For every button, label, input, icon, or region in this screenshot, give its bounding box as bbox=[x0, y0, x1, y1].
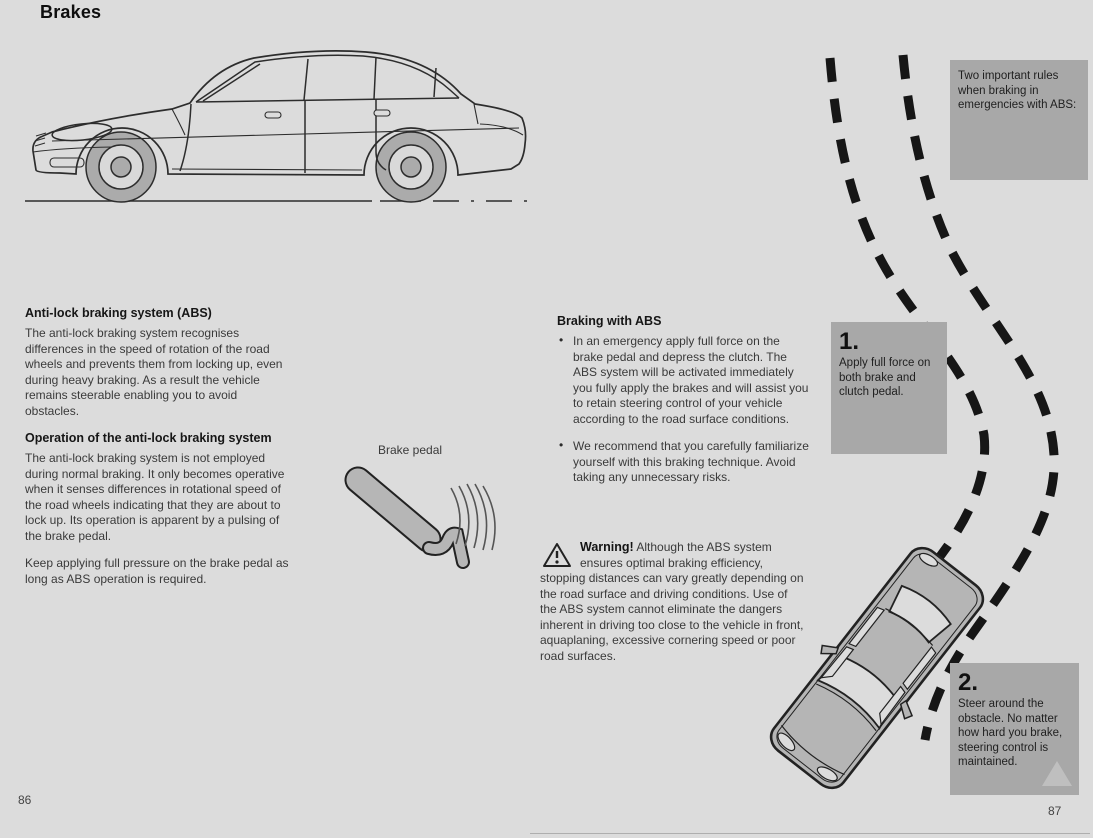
front-wheel bbox=[86, 132, 156, 202]
warning-triangle-icon bbox=[542, 541, 572, 569]
warning-text: Although the ABS system ensures optimal braking efficiency, stopping distances can vary greatly depending on the road surface and driving conditions. Use of the ABS system cannot eliminate the dangers inherent in driving too close to the vehicle in front, aquaplaning, excessive cornering speed or poor road surfaces. bbox=[540, 540, 804, 663]
page-title: Brakes bbox=[40, 2, 102, 22]
note-box-rule2 bbox=[950, 663, 1079, 795]
brake-pedal-label: Brake pedal bbox=[378, 443, 443, 457]
pedal-motion-lines bbox=[451, 484, 495, 550]
bottom-scan-line bbox=[530, 833, 1090, 834]
section-body-abs: The anti-lock braking system recognises differences in the speed of rotation of the road wheels and prevents them from locking up, even during heavy braking. As a result the vehicle remains steerable enabling you to avoid obstacles. bbox=[25, 326, 283, 418]
rule2-number: 2. bbox=[958, 669, 979, 696]
section-heading-abs: Anti-lock braking system (ABS) bbox=[25, 306, 212, 320]
note-intro-text: Two important rules when braking in emergencies with ABS: bbox=[958, 70, 1077, 111]
page-number-left: 86 bbox=[18, 793, 32, 807]
section-body-operation-1: The anti-lock braking system is not employed during normal braking. It only becomes operative when it senses differences in rotational speed of the road wheels indicating that they are about to lock up. Its operation is apparent by a pulsing of the brake pedal. bbox=[25, 451, 285, 543]
tail-light bbox=[480, 124, 523, 135]
left-column bbox=[25, 306, 293, 599]
side-view-car-illustration bbox=[22, 40, 537, 218]
door-handle-rear bbox=[374, 110, 390, 116]
note-box-intro bbox=[950, 60, 1088, 180]
rear-wheel bbox=[376, 132, 446, 202]
bullet-item: • We recommend that you carefully familiarize yourself with this braking technique. Avoid taking any unnecessary risks. bbox=[557, 439, 809, 486]
section-heading-operation: Operation of the anti-lock braking system bbox=[25, 431, 272, 445]
door-handle-front bbox=[265, 112, 281, 118]
rule1-text: Apply full force on both brake and clutch pedal. bbox=[839, 357, 931, 398]
note-box-rule1 bbox=[831, 322, 947, 454]
section-body-operation-2: Keep applying full pressure on the brake pedal as long as ABS operation is required. bbox=[25, 556, 289, 586]
rule2-text: Steer around the obstacle. No matter how hard you brake, steering control is maintained. bbox=[958, 698, 1063, 768]
bullet-item: • In an emergency apply full force on the brake pedal and depress the clutch. The ABS system will be activated immediately you fully apply the brakes and will assist you to retain steering control of your vehicle according to the road surface conditions. bbox=[557, 334, 809, 427]
section-heading-braking-with-abs: Braking with ABS bbox=[557, 314, 662, 328]
warning-label: Warning! bbox=[580, 540, 634, 554]
page-number-right: 87 bbox=[1048, 804, 1062, 818]
rule1-number: 1. bbox=[839, 328, 860, 355]
brake-pedal-illustration bbox=[333, 462, 503, 572]
triangle-watermark-icon bbox=[1042, 761, 1072, 786]
